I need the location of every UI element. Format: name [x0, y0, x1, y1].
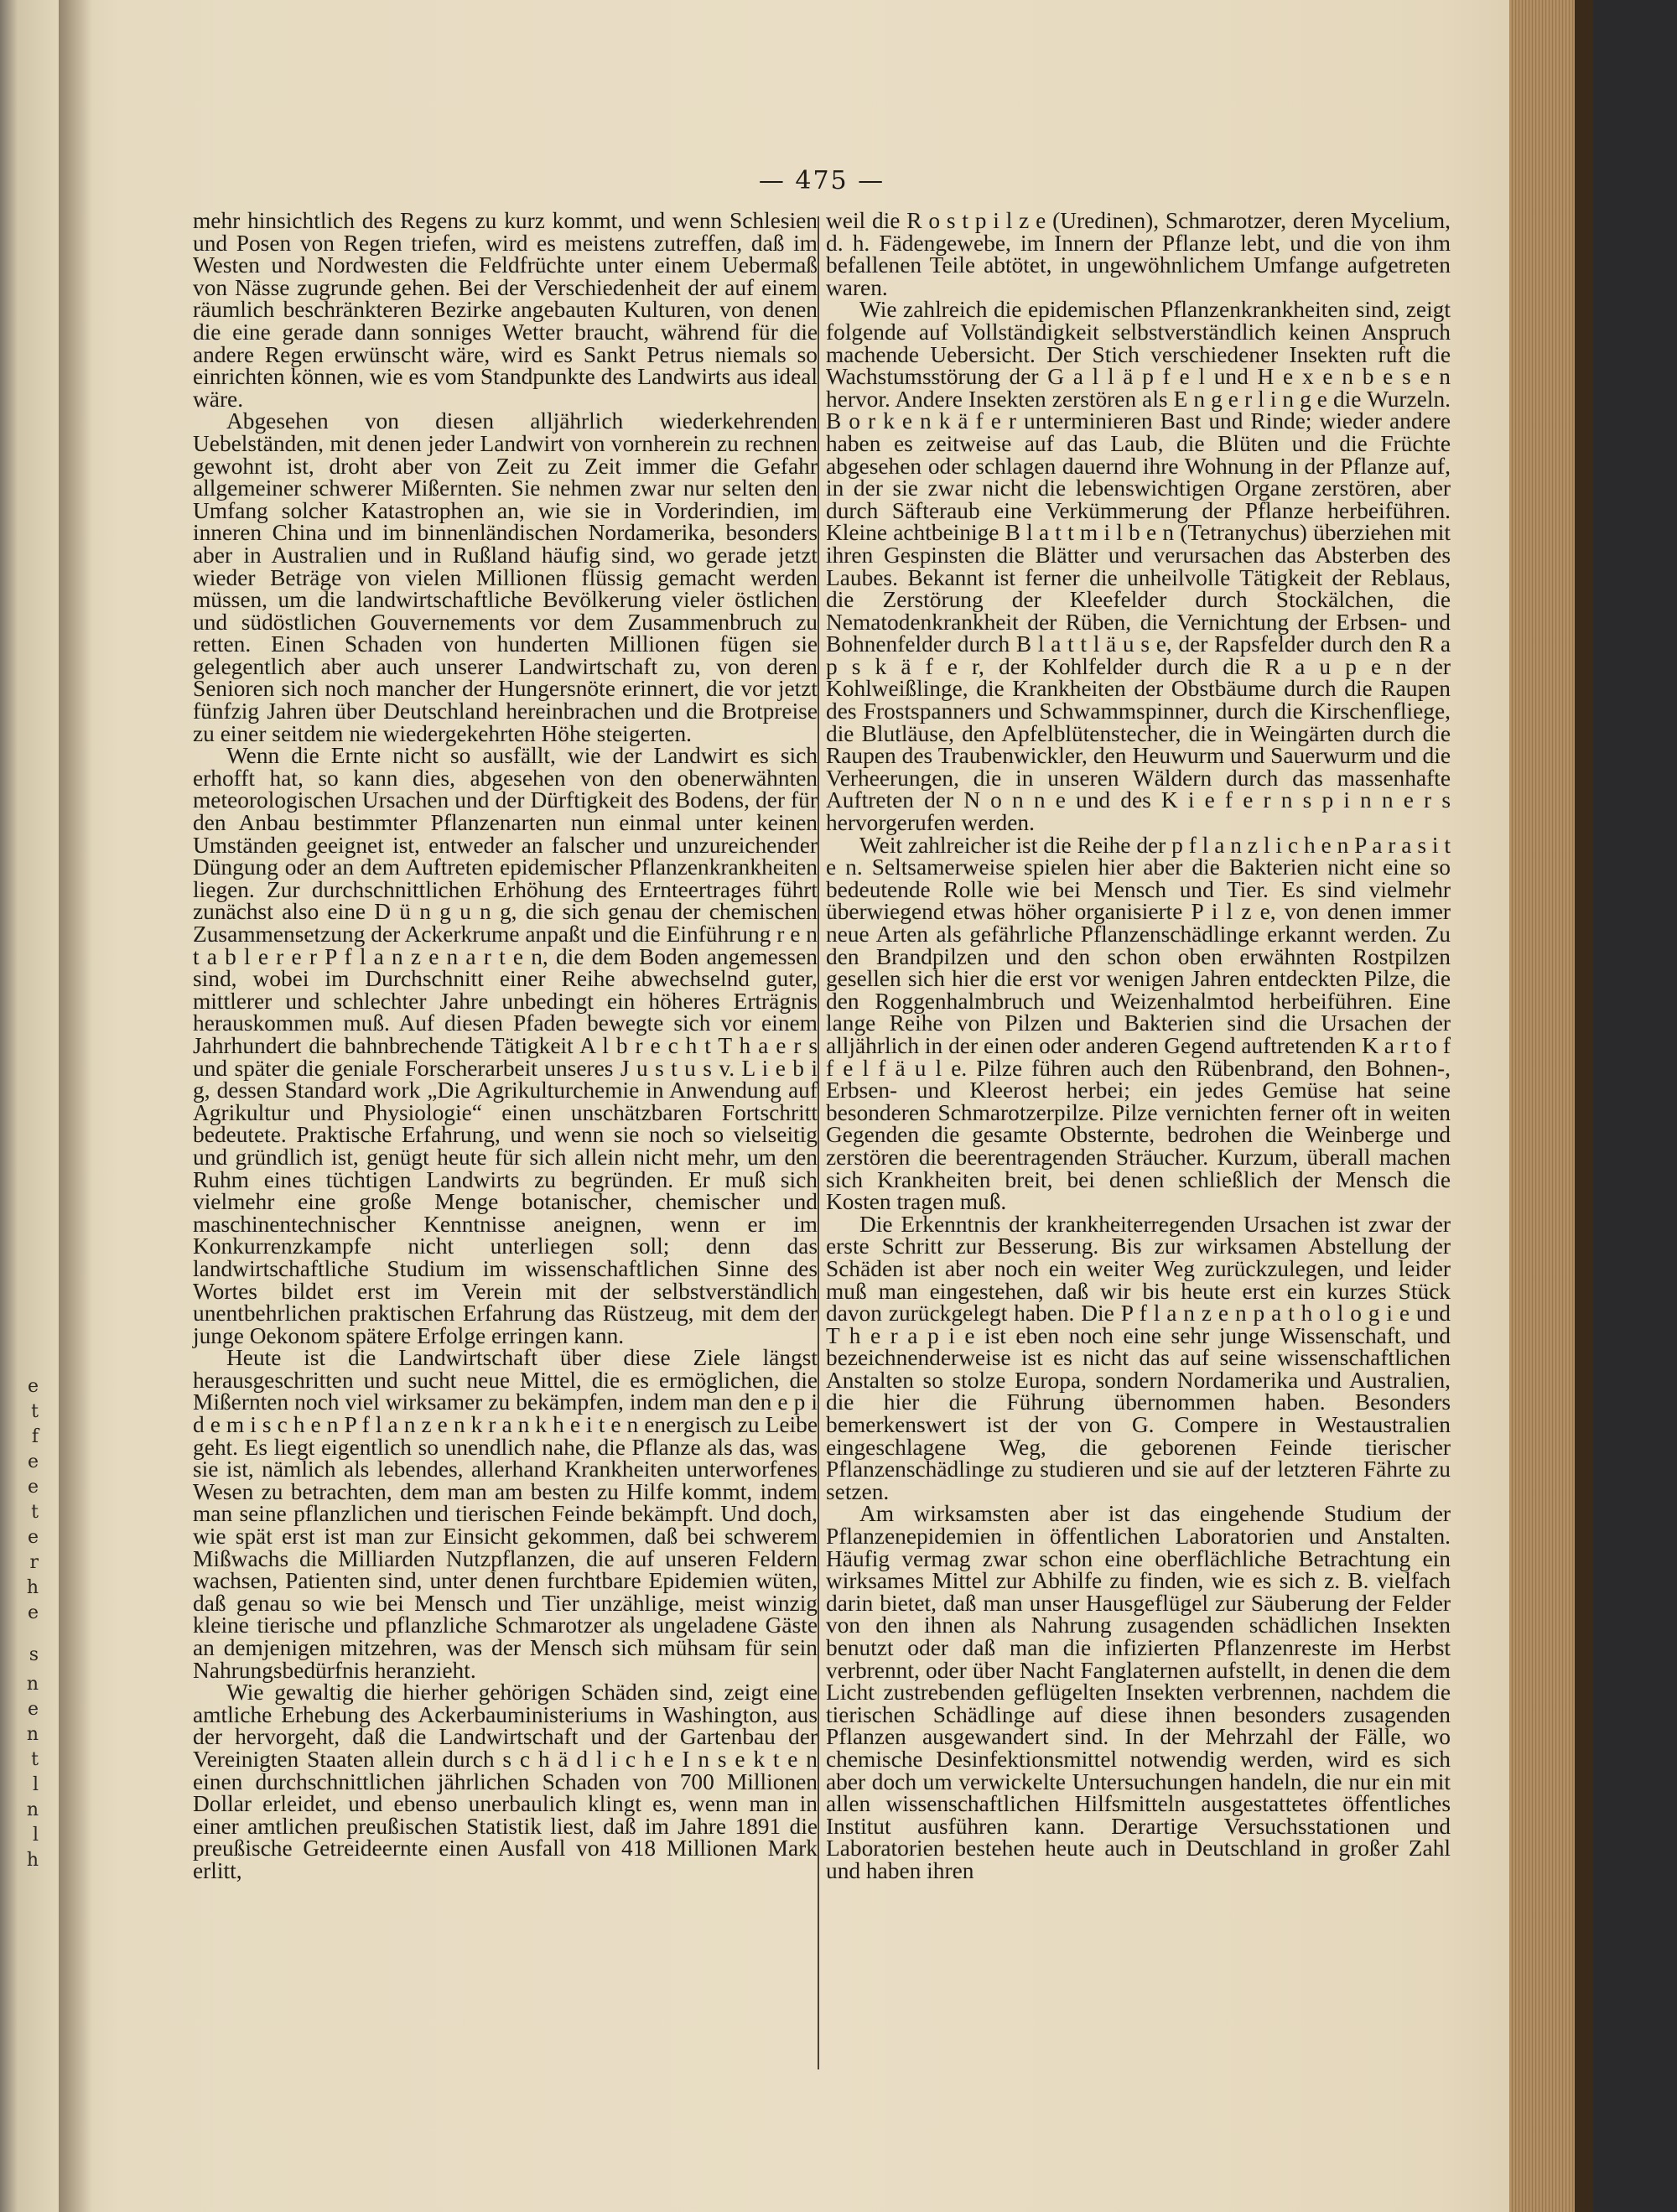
left-column: [193, 210, 818, 1882]
paragraph: mehr hinsichtlich des Regens zu kurz kommt, und wenn Schlesien und Posen von Regen triefen, wird es meistens zutreffen, daß im Westen und Nordwesten die Feldfrüchte unter einem Uebermaß von Nässe zugrunde gehen. Bei der Verschiedenheit der auf einem räumlich beschränkteren Bezirke angebauten Kulturen, von denen die eine gerade dann sonniges Wetter braucht, während für die andere Regen erwünscht wäre, wird es Sankt Petrus niemals so einrichten können, wie es vom Standpunkte des Landwirts aus ideal wäre.: [193, 208, 818, 412]
paragraph: Wie zahlreich die epidemischen Pflanzenkrankheiten sind, zeigt folgende auf Vollständigkeit selbstverständlich keinen Anspruch machende Uebersicht. Der Stich verschiedener Insekten ruft die Wachstumsstörung der G a l l ä p f e l und H e x e n b e s e n hervor. Andere Insekten zerstören als E n g e r l i n g e die Wurzeln. B o r k e n k ä f e r unterminieren Bast und Rinde; wieder andere haben es zeitweise auf das Laub, die Blüten und die Früchte abgesehen oder schlagen dauernd ihre Wohnung in der Pflanze auf, in der sie zwar nicht die lebenswichtigen Organe zerstören, aber durch Säfteraub eine Verkümmerung der Pflanze herbeiführen. Kleine achtbeinige B l a t t m i l b e n (Tetranychus) überziehen mit ihren Gespinsten die Blätter und verursachen das Absterben des Laubes. Bekannt ist ferner die unheilvolle Tätigkeit der Reblaus, die Zerstörung der Kleefelder durch Stockälchen, die Nematodenkrankheit der Rüben, die Vernichtung der Erbsen- und Bohnenfelder durch B l a t t l ä u s e, der Rapsfelder durch den R a p s k ä f e r, der Kohlfelder durch die R a u p e n der Kohlweißlinge, die Krankheiten der Obstbäume durch die Raupen des Frostspanners und Schwammspinner, durch die Kirschenfliege, die Blutläuse, den Apfelblütenstecher, die in Weingärten durch die Raupen des Traubenwickler, den Heuwurm und Sauerwurm und die Verheerungen, die in unseren Wäldern durch das massenhafte Auftreten der N o n n e und des K i e f e r n s p i n n e r s hervorgerufen werden.: [826, 297, 1451, 836]
facing-page-margin: [0, 0, 59, 2212]
facing-page-fragment: f: [31, 1426, 39, 1447]
paragraph: weil die R o s t p i l z e (Uredinen), Schmarotzer, deren Mycelium, d. h. Fädengewebe, im Innern der Pflanze lebt, und die von ihm befallenen Teile abtötet, in ungewöhnlichem Umfange aufgetreten waren.: [826, 208, 1451, 300]
facing-page-fragment: h: [26, 1850, 39, 1871]
book-cover-edge: [1575, 0, 1593, 2212]
book-page: [59, 0, 1593, 2212]
page-number: — 475 —: [758, 166, 885, 195]
paragraph: Wie gewaltig die hierher gehörigen Schäden sind, zeigt eine amtliche Erhebung des Ackerbauministeriums in Washington, aus der hervorgeht, daß die Landwirtschaft und der Gartenbau der Vereinigten Staaten allein durch s c h ä d l i c h e I n s e k t e n einen durchschnittlichen jährlichen Schaden von 700 Millionen Dollar erleidet, und ebenso unerbaulich klingt es, wenn man in einer amtlichen preußischen Statistik liest, daß im Jahre 1891 die preußische Getreideernte einen Ausfall von 418 Millionen Mark erlitt,: [193, 1680, 818, 1883]
facing-page-fragment: e: [27, 1376, 39, 1397]
column-divider: [818, 216, 819, 2069]
paragraph: Am wirksamsten aber ist das eingehende Studium der Pflanzenepidemien in öffentlichen Laboratorien und Anstalten. Häufig vermag zwar schon eine oberflächliche Betrachtung ein wirksames Mittel zur Abhilfe zu finden, wie es sich z. B. vielfach darin bietet, daß man unser Hausgeflügel zur Säuberung der Felder von den ihnen als Nahrung zusagenden schädlichen Insekten benutzt oder daß man die infizierten Pflanzenreste im Herbst verbrennt, oder über Nacht Fanglaternen aufstellt, in denen die dem Licht zustrebenden geflügelten Insekten verbrennen, nachdem die tierischen Schädlinge auf diese ihnen besonders zusagenden Pflanzen ausgewandert sind. In der Mehrzahl der Fälle, wo chemische Desinfektionsmittel notwendig werden, wird es sich aber doch um verwickelte Untersuchungen handeln, die nur ein mit allen wissenschaftlichen Hilfsmitteln ausgestattetes öffentliches Institut ausführen kann. Derartige Versuchsstationen und Laboratorien bestehen heute auch in Deutschland in großer Zahl und haben ihren: [826, 1501, 1451, 1883]
facing-page-fragment: t: [31, 1401, 39, 1422]
paragraph: Wenn die Ernte nicht so ausfällt, wie der Landwirt es sich erhofft hat, so kann dies, abgesehen von den obenerwähnten meteorologischen Ursachen und der Dürftigkeit des Bodens, der für den Anbau bestimmter Pflanzenarten nun einmal unter keinen Umständen geeignet ist, entweder an falscher und unzureichender Düngung oder an dem Auftreten epidemischer Pflanzenkrankheiten liegen. Zur durchschnittlichen Erhöhung des Ernteertrages führt zunächst also eine D ü n g u n g, die sich genau der chemischen Zusammensetzung der Ackerkrume anpaßt und die Einführung r e n t a b l e r e r P f l a n z e n a r t e n, die dem Boden angemessen sind, wobei im Durchschnitt einer Reihe abwechselnd guter, mittlerer und schlechter Jahre unbedingt ein höheres Erträgnis herauskommen muß. Auf diesen Pfaden bewegte sich vor einem Jahrhundert die bahnbrechende Tätigkeit A l b r e c h t T h a e r s und später die geniale Forscherarbeit unseres J u s t u s v. L i e b i g, dessen Standard work „Die Agrikulturchemie in Anwendung auf Agrikultur und Physiologie“ einen unschätzbaren Fortschritt bedeutete. Praktische Erfahrung, und wenn sie noch so vielseitig und gründlich ist, genügt heute für sich allein nicht mehr, um den Ruhm eines tüchtigen Landwirts zu begründen. Er muß sich vielmehr eine große Menge botanischer, chemischer und maschinentechnischer Kenntnisse aneignen, wenn er im Konkurrenzkampfe nicht unterliegen soll; denn das landwirtschaftliche Studium im wissenschaftlichen Sinne des Wortes bildet erst im Verein mit der selbstverständlich unentbehrlichen praktischen Erfahrung das Rüstzeug, mit dem der junge Oekonom spätere Erfolge erringen kann.: [193, 743, 818, 1348]
facing-page-fragment: t: [31, 1502, 39, 1523]
paragraph: Abgesehen von diesen alljährlich wiederkehrenden Uebelständen, mit denen jeder Landwirt von vornherein zu rechnen gewohnt ist, droht aber von Zeit zu Zeit immer die Gefahr allgemeiner schwerer Mißernten. Sie nehmen zwar nur selten den Umfang solcher Katastrophen an, wie sie in Vorderindien, im inneren China und im binnenländischen Nordamerika, besonders aber in Australien und in Rußland häufig sind, wo gerade jetzt wieder Beträge von vielen Millionen flüssig gemacht werden müssen, um die landwirtschaftliche Bevölkerung vieler östlichen und südöstlichen Gouvernements vor dem Zusammenbruch zu retten. Einen Schaden von hunderten Millionen fügen sie gelegentlich aber auch unserer Landwirtschaft zu, von deren Senioren sich noch mancher der Hungersnöte erinnert, die vor jetzt fünfzig Jahren über Deutschland hereinbrachen und die Brotpreise zu einer seitdem nie wiedergekehrten Höhe steigerten.: [193, 408, 818, 746]
facing-page-fragment: e: [27, 1451, 39, 1472]
facing-page-fragment: e: [27, 1477, 39, 1498]
facing-page-fragment: s: [29, 1644, 39, 1665]
facing-page-fragment: h: [26, 1577, 39, 1598]
paragraph: Heute ist die Landwirtschaft über diese Ziele längst herausgeschritten und sucht neue Mittel, die es ermöglichen, die Mißernten noch viel wirksamer zu bekämpfen, indem man den e p i d e m i s c h e n P f l a n z e n k r a n k h e i t e n energisch zu Leibe geht. Es liegt eigentlich so unendlich nahe, die Pflanze als das, was sie ist, nämlich als lebendes, allerhand Krankheiten unterworfenes Wesen zu betrachten, dem man am besten zu Hilfe kommt, indem man seine pflanzlichen und tierischen Feinde bekämpft. Und doch, wie spät erst ist man zur Einsicht gekommen, daß bei schwerem Mißwachs die Milliarden Nutzpflanzen, die auf unseren Feldern wachsen, Patienten sind, unter denen furchtbare Epidemien wüten, daß genau so wie bei Mensch und Tier unzählige, meist winzig kleine tierische und pflanzliche Schmarotzer als ungeladene Gäste an demjenigen mitzehren, was der Mensch sich mühsam für sein Nahrungsbedürfnis heranzieht.: [193, 1345, 818, 1683]
facing-page-fragment: t: [31, 1749, 39, 1770]
paragraph: Weit zahlreicher ist die Reihe der p f l a n z l i c h e n P a r a s i t e n. Seltsamerweise spielen hier aber die Bakterien nicht eine so bedeutende Rolle wie bei Mensch und Tier. Es sind vielmehr überwiegend etwas höher organisierte P i l z e, von denen immer neue Arten als gefährliche Pflanzenschädlinge erkannt werden. Zu den Brandpilzen und den schon oben erwähnten Rostpilzen gesellen sich hier die erst vor wenigen Jahren entdeckten Pilze, die den Roggenhalmbruch und Weizenhalmtod herbeiführen. Eine lange Reihe von Pilzen und Bakterien sind die Ursachen der alljährlich in der einen oder anderen Gegend auftretenden K a r t o f f e l f ä u l e. Pilze führen auch den Rübenbrand, den Bohnen-, Erbsen- und Kleerost herbei; ein jedes Gemüse hat seine besonderen Schmarotzerpilze. Pilze vernichten ferner oft in weiten Gegenden die gesamte Obsternte, bedrohen die Weinberge und zerstören die beerentragenden Sträucher. Kurzum, überall machen sich Krankheiten breit, bei denen schließlich der Mensch die Kosten tragen muß.: [826, 832, 1451, 1215]
right-column: [826, 210, 1451, 1882]
facing-page-fragment: n: [26, 1724, 39, 1745]
paragraph: Die Erkenntnis der krankheiterregenden Ursachen ist zwar der erste Schritt zur Besserung. Bis zur wirksamen Abstellung der Schäden ist aber noch ein weiter Weg zurückzulegen, und leider muß man eingestehen, daß wir bis heute erst ein kurzes Stück davon zurückgelegt haben. Die P f l a n z e n p a t h o l o g i e und T h e r a p i e ist eben noch eine sehr junge Wissenschaft, und bezeichnenderweise ist es nicht das auf seine wissenschaftlichen Anstalten so stolze Europa, sondern Nordamerika und Australien, die hier die Führung übernommen haben. Besonders bemerkenswert ist der von G. Compere in Westaustralien eingeschlagene Weg, die geborenen Feinde tierischer Pflanzenschädlinge zu studieren und sie auf der letzteren Fährte zu setzen.: [826, 1211, 1451, 1504]
facing-page-fragment: e: [27, 1602, 39, 1623]
facing-page-fragment: l: [32, 1774, 39, 1795]
facing-page-fragment: n: [26, 1799, 39, 1820]
facing-page-fragment: n: [26, 1674, 39, 1695]
facing-page-fragment: e: [27, 1527, 39, 1548]
facing-page-fragment: e: [27, 1699, 39, 1720]
page-spine-shadow: [59, 0, 92, 2212]
facing-page-fragment: l: [32, 1825, 39, 1846]
facing-page-fragment: r: [29, 1552, 39, 1573]
